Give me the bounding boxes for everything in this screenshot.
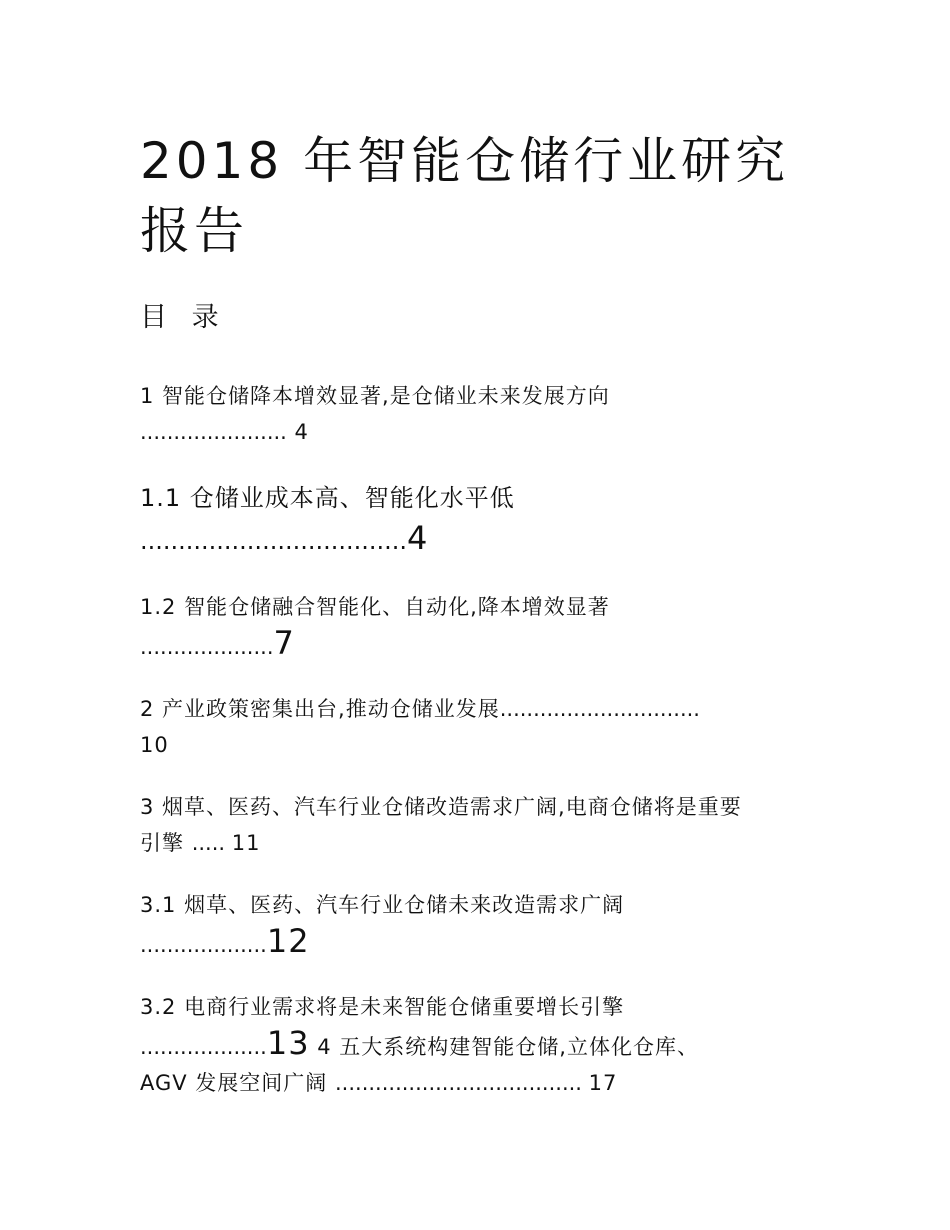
toc-page-number: 4 bbox=[294, 420, 309, 444]
toc-leader-dots: .................... bbox=[140, 635, 274, 659]
toc-heading: 目 录 bbox=[140, 302, 227, 333]
toc-entry-1-2[interactable] bbox=[140, 589, 820, 665]
document-page bbox=[140, 126, 820, 1101]
toc-page-number: 13 bbox=[266, 1024, 310, 1062]
toc-entry-text: 3.1 烟草、医药、汽车行业仓储未来改造需求广阔 bbox=[140, 893, 625, 917]
toc-entry-text: 1.2 智能仓储融合智能化、自动化,降本增效显著 bbox=[140, 595, 610, 619]
toc-entry-text-cont: AGV 发展空间广阔 bbox=[140, 1071, 335, 1095]
toc-leader-dots: ................... bbox=[140, 933, 267, 957]
toc-page-number: 11 bbox=[231, 831, 261, 855]
toc-entry-text-cont: 引擎 bbox=[140, 831, 192, 855]
toc-page-number: 17 bbox=[588, 1071, 618, 1095]
document-title: 2018 年智能仓储行业研究报告 bbox=[140, 132, 790, 260]
toc-entry-4[interactable] bbox=[317, 1035, 699, 1059]
toc-leader-dots: ..................................... bbox=[335, 1071, 589, 1095]
toc-entry-text: 4 五大系统构建智能仓储,立体化仓库、 bbox=[317, 1035, 699, 1059]
toc-entry-text: 1.1 仓储业成本高、智能化水平低 bbox=[140, 484, 515, 512]
toc-page-number: 7 bbox=[273, 624, 295, 662]
toc-leader-dots: .............................. bbox=[499, 697, 700, 721]
toc-entry-text: 1 智能仓储降本增效显著,是仓储业未来发展方向 bbox=[140, 384, 610, 408]
toc-entry-3-2[interactable] bbox=[140, 989, 820, 1101]
toc-entry-text: 3 烟草、医药、汽车行业仓储改造需求广阔,电商仓储将是重要 bbox=[140, 795, 742, 819]
toc-entry-text: 3.2 电商行业需求将是未来智能仓储重要增长引擎 bbox=[140, 995, 625, 1019]
toc-leader-dots: ..... bbox=[191, 831, 232, 855]
toc-entry-2[interactable] bbox=[140, 691, 820, 763]
toc-entry-3[interactable] bbox=[140, 789, 820, 861]
toc-page-number: 4 bbox=[407, 519, 429, 557]
toc-entry-3-1[interactable] bbox=[140, 887, 820, 963]
toc-leader-dots: ................................... bbox=[140, 527, 408, 555]
toc-leader-dots: ................... bbox=[140, 1035, 267, 1059]
toc-page-number: 10 bbox=[140, 733, 169, 757]
toc-page-number: 12 bbox=[266, 922, 310, 960]
toc-entry-1[interactable] bbox=[140, 378, 820, 450]
toc-entry-text: 2 产业政策密集出台,推动仓储业发展 bbox=[140, 697, 500, 721]
toc-entry-1-1[interactable] bbox=[140, 478, 820, 561]
toc-leader-dots: ...................... bbox=[140, 420, 287, 444]
